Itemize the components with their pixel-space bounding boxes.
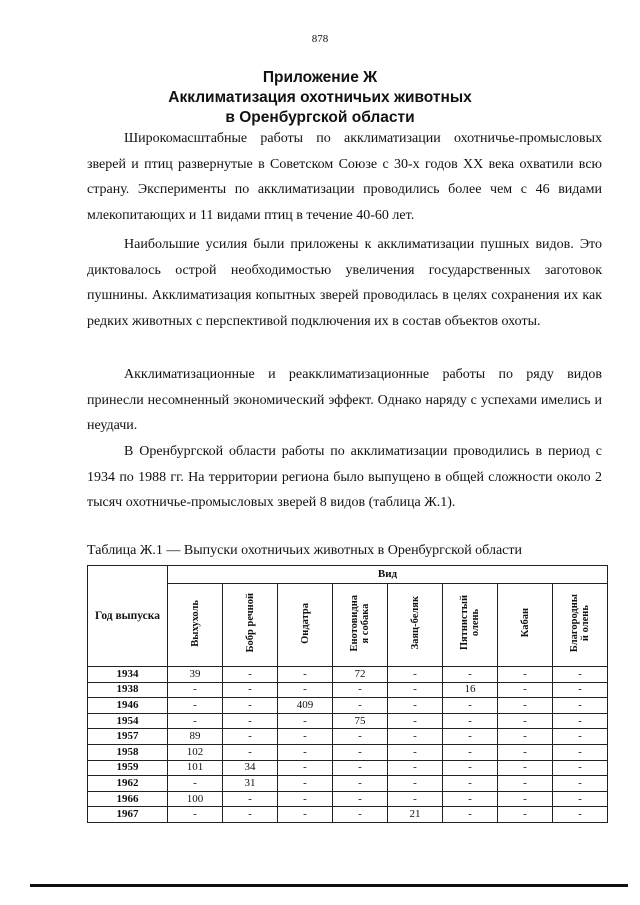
value-cell: -: [388, 698, 443, 714]
value-cell: -: [388, 729, 443, 745]
table-body: [88, 667, 608, 823]
value-cell: -: [443, 807, 498, 823]
value-cell: -: [388, 791, 443, 807]
year-cell: 1954: [88, 713, 168, 729]
value-cell: -: [388, 713, 443, 729]
value-cell: -: [553, 744, 608, 760]
value-cell: -: [498, 791, 553, 807]
value-cell: -: [278, 713, 333, 729]
value-cell: -: [553, 698, 608, 714]
value-cell: -: [333, 729, 388, 745]
year-cell: 1946: [88, 698, 168, 714]
value-cell: -: [553, 760, 608, 776]
value-cell: 102: [168, 744, 223, 760]
value-cell: 75: [333, 713, 388, 729]
title-line-2: Акклиматизация охотничьих животных: [168, 89, 472, 106]
year-cell: 1966: [88, 791, 168, 807]
value-cell: -: [223, 729, 278, 745]
value-cell: -: [443, 760, 498, 776]
table-row: [88, 713, 608, 729]
value-cell: -: [278, 744, 333, 760]
paragraph-3: Акклиматизационные и реакклиматизационные работы по ряду видов принесли несомненный экономический эффект. Однако наряду с успехами имелись и неудачи.: [87, 367, 602, 433]
value-cell: -: [498, 698, 553, 714]
year-cell: 1934: [88, 667, 168, 683]
value-cell: -: [333, 791, 388, 807]
table-row: [88, 760, 608, 776]
table-row: [88, 744, 608, 760]
paragraph-2: Наибольшие усилия были приложены к акклиматизации пушных видов. Это диктовалось острой необходимостью увеличения государственных заготовок пушнины. Акклиматизация копытных зверей проводилась в целях сохранения их как редких животных с перспективой подключения их в состав объектов охоты.: [87, 237, 602, 329]
species-header: Ондатра: [278, 584, 333, 667]
value-cell: -: [553, 667, 608, 683]
value-cell: -: [443, 698, 498, 714]
year-cell: 1962: [88, 776, 168, 792]
table-caption: Таблица Ж.1 — Выпуски охотничьих животных в Оренбургской области: [87, 543, 522, 558]
value-cell: -: [553, 776, 608, 792]
value-cell: -: [553, 729, 608, 745]
species-header: Бобр речной: [223, 584, 278, 667]
value-cell: 21: [388, 807, 443, 823]
year-cell: 1958: [88, 744, 168, 760]
value-cell: 409: [278, 698, 333, 714]
value-cell: -: [278, 776, 333, 792]
value-cell: -: [168, 713, 223, 729]
appendix-title: [0, 68, 640, 128]
value-cell: -: [278, 667, 333, 683]
value-cell: -: [278, 791, 333, 807]
value-cell: -: [498, 760, 553, 776]
value-cell: -: [443, 667, 498, 683]
value-cell: -: [553, 791, 608, 807]
value-cell: 100: [168, 791, 223, 807]
title-line-1: Приложение Ж: [262, 69, 378, 86]
value-cell: -: [333, 744, 388, 760]
value-cell: -: [388, 776, 443, 792]
value-cell: -: [168, 698, 223, 714]
value-cell: -: [498, 807, 553, 823]
value-cell: -: [443, 713, 498, 729]
value-cell: -: [553, 713, 608, 729]
value-cell: 31: [223, 776, 278, 792]
table-row: [88, 791, 608, 807]
value-cell: -: [223, 791, 278, 807]
year-column-header: Год выпуска: [88, 566, 168, 667]
year-cell: 1967: [88, 807, 168, 823]
table-row: [88, 729, 608, 745]
value-cell: 89: [168, 729, 223, 745]
year-cell: 1938: [88, 682, 168, 698]
value-cell: -: [443, 729, 498, 745]
value-cell: -: [223, 682, 278, 698]
table-row: [88, 682, 608, 698]
value-cell: -: [553, 682, 608, 698]
value-cell: 39: [168, 667, 223, 683]
species-header: Пятнистый олень: [443, 584, 498, 667]
value-cell: -: [388, 744, 443, 760]
value-cell: -: [278, 807, 333, 823]
value-cell: -: [223, 807, 278, 823]
value-cell: -: [443, 791, 498, 807]
species-header: Кабан: [498, 584, 553, 667]
value-cell: -: [333, 807, 388, 823]
value-cell: 72: [333, 667, 388, 683]
year-cell: 1959: [88, 760, 168, 776]
paragraph-1: Широкомасштабные работы по акклиматизации охотничье-промысловых зверей и птиц развернутые в Советском Союзе с 30-х годов XX века охватили всю страну. Эксперименты по акклиматизации проводились более чем с 46 видами млекопитающих и 11 видами птиц в течение 40-60 лет.: [87, 131, 602, 223]
paragraph-4: В Оренбургской области работы по акклиматизации проводились в период с 1934 по 1988 гг. На территории региона было выпущено в общей сложности около 2 тысяч охотничье-промысловых зверей 8 видов (таблица Ж.1).: [87, 444, 602, 510]
table-row: [88, 807, 608, 823]
species-header: Енотовидна я собака: [333, 584, 388, 667]
value-cell: -: [388, 760, 443, 776]
value-cell: -: [278, 729, 333, 745]
value-cell: -: [443, 776, 498, 792]
value-cell: -: [553, 807, 608, 823]
value-cell: -: [498, 682, 553, 698]
value-cell: -: [388, 682, 443, 698]
value-cell: -: [168, 807, 223, 823]
table-row: [88, 698, 608, 714]
value-cell: 34: [223, 760, 278, 776]
species-header: Выхухоль: [168, 584, 223, 667]
value-cell: -: [388, 667, 443, 683]
value-cell: -: [223, 713, 278, 729]
value-cell: -: [168, 776, 223, 792]
value-cell: -: [498, 744, 553, 760]
table-row: [88, 667, 608, 683]
value-cell: -: [223, 698, 278, 714]
value-cell: -: [498, 667, 553, 683]
value-cell: -: [333, 760, 388, 776]
species-header: Благородны й олень: [553, 584, 608, 667]
value-cell: -: [223, 667, 278, 683]
value-cell: -: [333, 698, 388, 714]
table-row: [88, 776, 608, 792]
year-cell: 1957: [88, 729, 168, 745]
species-group-header: Вид: [168, 566, 608, 584]
species-header: Заяц-беляк: [388, 584, 443, 667]
value-cell: -: [498, 776, 553, 792]
value-cell: 16: [443, 682, 498, 698]
title-line-3: в Оренбургской области: [225, 109, 415, 126]
value-cell: 101: [168, 760, 223, 776]
value-cell: -: [223, 744, 278, 760]
value-cell: -: [333, 682, 388, 698]
page-number: 878: [311, 33, 329, 45]
value-cell: -: [278, 760, 333, 776]
bottom-rule: [30, 884, 628, 887]
value-cell: -: [498, 713, 553, 729]
release-table: [87, 565, 608, 823]
value-cell: -: [278, 682, 333, 698]
value-cell: -: [333, 776, 388, 792]
value-cell: -: [168, 682, 223, 698]
value-cell: -: [498, 729, 553, 745]
value-cell: -: [443, 744, 498, 760]
